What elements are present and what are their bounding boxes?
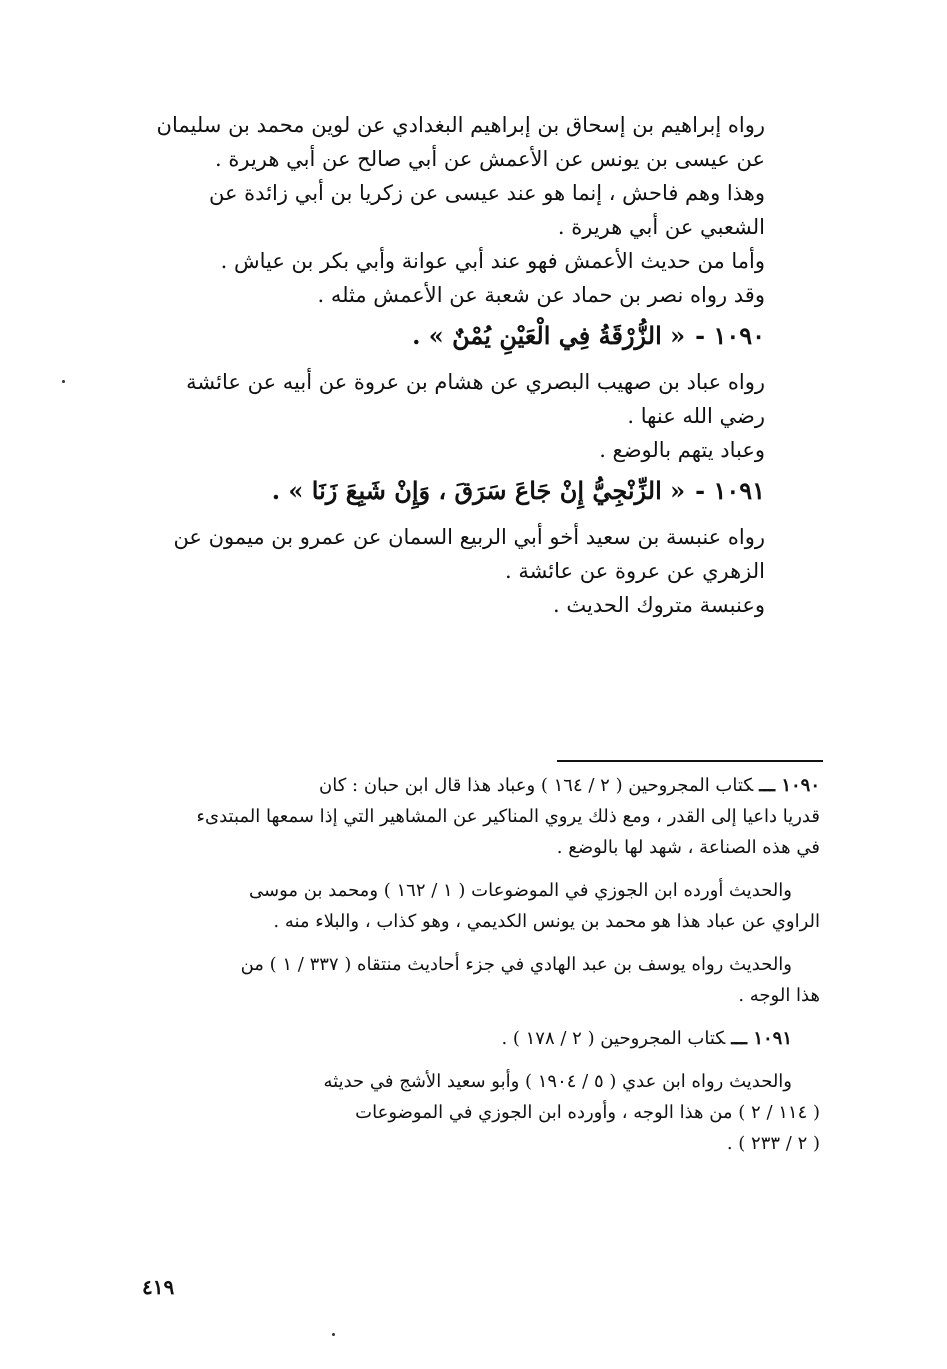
hadith-text: « الزِّنْجِيُّ إِنْ جَاعَ سَرَقَ ، وَإِنْ شَبِعَ زَنَا » . [271,476,686,505]
footnote-line: والحديث رواه يوسف بن عبد الهادي في جزء أحاديث منتقاه ( ٣٣٧ / ١ ) من [240,954,792,975]
text-line: الزهري عن عروة عن عائشة . [504,559,765,583]
text-line: وعباد يتهم بالوضع . [599,438,765,462]
hadith-heading-1091 [130,472,765,510]
footnote-line: ( ٢ / ٢٣٣ ) . [726,1133,820,1154]
main-text [130,108,765,622]
hadith-number: ١٠٩٠ - [695,321,765,350]
text-line: عن عيسى بن يونس عن الأعمش عن أبي صالح عن أبي هريرة . [215,147,765,171]
hadith-heading-1090 [130,317,765,355]
page-number: ٤١٩ [142,1275,175,1299]
text-line: رواه عنبسة بن سعيد أخو أبي الربيع السمان عن عمرو بن ميمون عن [173,525,765,549]
footnote-line [145,1023,820,1054]
footnote-line: ( ١١٤ / ٢ ) من هذا الوجه ، وأورده ابن الجوزي في الموضوعات [355,1102,820,1123]
footnote-line: الراوي عن عباد هذا هو محمد بن يونس الكديمي ، وهو كذاب ، والبلاء منه . [273,911,820,932]
text-line: وهذا وهم فاحش ، إنما هو عند عيسى عن زكريا بن أبي زائدة عن [208,181,765,205]
text-line: وقد رواه نصر بن حماد عن شعبة عن الأعمش مثله . [317,283,765,307]
text-line: وأما من حديث الأعمش فهو عند أبي عوانة وأبي بكر بن عياش . [220,249,765,273]
hadith-number: ١٠٩١ - [695,476,765,505]
footnote-line: في هذه الصناعة ، شهد لها بالوضع . [556,837,820,858]
footnote-line: هذا الوجه . [738,985,820,1006]
footnote-number: ١٠٩١ ـــ [731,1028,792,1049]
text-line: رواه عباد بن صهيب البصري عن هشام بن عروة عن أبيه عن عائشة [186,370,765,394]
footnote-line: والحديث رواه ابن عدي ( ٥ / ١٩٠٤ ) وأبو سعيد الأشج في حديثه [323,1071,792,1092]
scan-speck [332,1333,335,1336]
text-line: رواه إبراهيم بن إسحاق بن إبراهيم البغدادي عن لوين محمد بن سليمان [156,113,765,137]
footnote-text: كتاب المجروحين ( ٢ / ١٧٨ ) . [501,1028,726,1049]
footnote-text: كتاب المجروحين ( ٢ / ١٦٤ ) وعباد هذا قال ابن حبان : كان [319,775,754,796]
text-line: الشعبي عن أبي هريرة . [557,215,765,239]
text-line: وعنبسة متروك الحديث . [553,593,765,617]
footnote-number: ١٠٩٠ ـــ [759,775,820,796]
footnote-line: قدريا داعيا إلى القدر ، ومع ذلك يروي المناكير عن المشاهير التي إذا سمعها المبتدىء [196,806,820,827]
footnote-divider [557,760,823,762]
footnote-line: والحديث أورده ابن الجوزي في الموضوعات ( ١ / ١٦٢ ) ومحمد بن موسى [249,880,792,901]
footnotes [145,770,820,1159]
hadith-text: « الزُّرْقَةُ فِي الْعَيْنِ يُمْنٌ » . [412,321,686,350]
footnote-line [145,770,820,801]
scan-speck [62,380,65,383]
text-line: رضي الله عنها . [627,404,765,428]
